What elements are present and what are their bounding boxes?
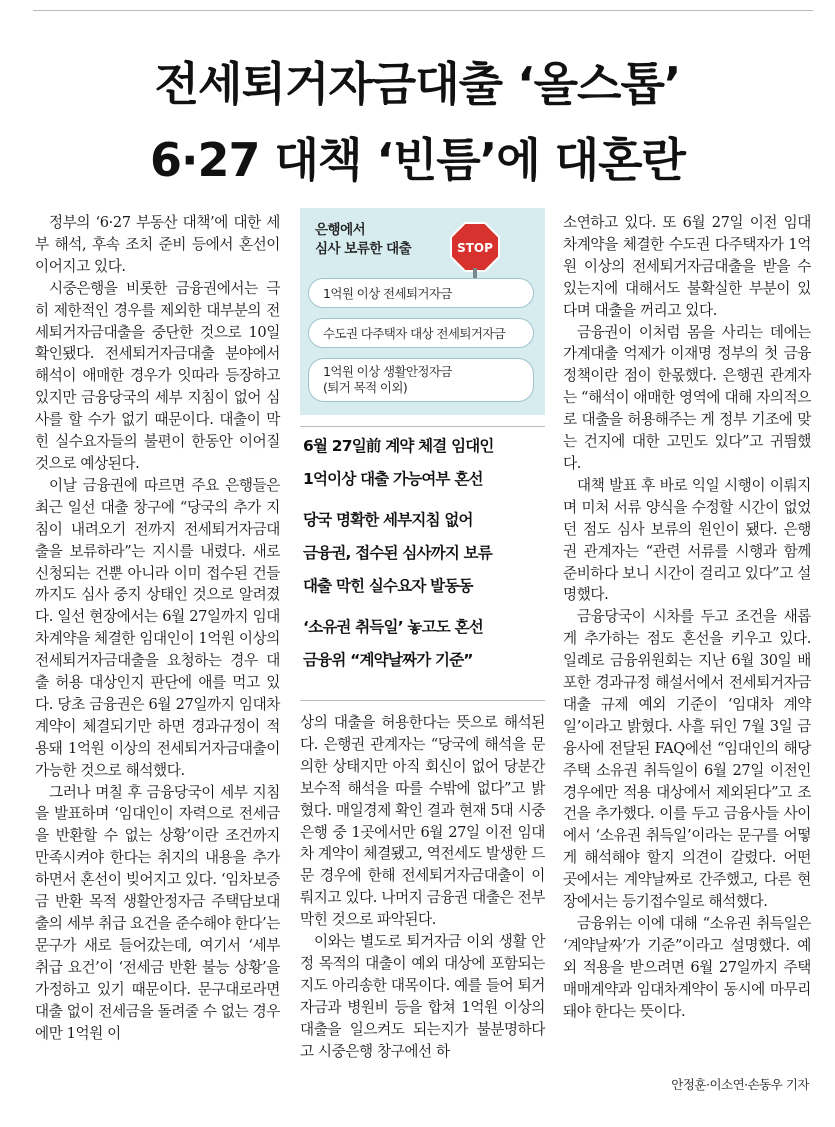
- infographic-item-line1: 1억원 이상 생활안정자금: [323, 364, 452, 379]
- headline-line2: 6·27 대책 ‘빈틈’에 대혼란: [150, 133, 685, 187]
- paragraph: 시중은행을 비롯한 금융권에서는 극히 제한적인 경우를 제외한 대부분의 전세퇴거자금대출을 중단한 것으로 10일 확인됐다. 전세퇴거자금대출 분야에서 해석이 애매한 경우가 잇따라 등장하고 있지만 금융당국의 세부 지침이 없어 심사를 할 수가 없기 때문이다. 대출이 막힌 실수요자들의 불편이 한동안 이어질 것으로 예상된다.: [35, 279, 280, 472]
- subhead: 6월 27일前 계약 체결 임대인: [303, 437, 494, 455]
- paragraph: 이날 금융권에 따르면 주요 은행들은 최근 일선 대출 창구에 “당국의 추가 지침이 내려오기 전까지 전세퇴거자금대출을 보류하라”는 지시를 내렸다. 새로 신청되는 건뿐 아니라 이미 접수된 건들까지도 심사 중지 상태인 것으로 알려졌다. 일선 현장에서는 6월 27일까지 임대차계약을 체결한 임대인이 1억원 이상의 전세퇴거자금대출을 요청하는 경우 대출 허용 대상인지 판단에 애를 먹고 있다. 당초 금융권은 6월 27일까지 임대차계약이 체결되기만 하면 경과규정이 적용돼 1억원 이상의 전세퇴거자금대출이 가능한 것으로 해석했다.: [35, 476, 281, 779]
- infographic-title: [315, 221, 411, 259]
- article-column-2: [300, 712, 545, 1063]
- article-column-1: [35, 212, 280, 1044]
- top-rule: [33, 10, 813, 11]
- infographic-item: [308, 358, 534, 402]
- article-column-3: [563, 212, 811, 1023]
- paragraph: 그러나 며칠 후 금융당국이 세부 지침을 발표하며 ‘임대인이 자력으로 전세금을 반환할 수 없는 상황’이란 조건까지 만족시켜야 한다는 취지의 내용을 추가하면서 혼선이 빚어지고 있다. ‘임차보증금 반환 목적 생활안정자금 주택담보대출의 세부 취급 요건을 준수해야 한다’는 문구가 새로 들어갔는데, 여기서 ‘세부 취급 요건’이 ‘전세금 반환 불능 상황’을 가정하고 있기 때문이다. 문구대로라면 대출 없이 전세금을 돌려줄 수 없는 경우에만 1억원 이: [35, 783, 280, 1042]
- subhead: 당국 명확한 세부지침 없어: [303, 511, 473, 529]
- byline: 안정훈·이소연·손동우 기자: [671, 1077, 809, 1092]
- paragraph: 이와는 별도로 퇴거자금 이외 생활 안정 목적의 대출이 예외 대상에 포함되는지도 아리송한 대목이다. 예를 들어 퇴거자금과 병원비 등을 합쳐 1억원 이상의 대출을 일으켜도 되는지가 불분명하다고 시중은행 창구에선 하: [300, 933, 545, 1060]
- infographic-item: 1억원 이상 전세퇴거자금: [308, 278, 534, 308]
- paragraph: 금융당국이 시차를 두고 조건을 새롭게 추가하는 점도 혼선을 키우고 있다. 일례로 금융위원회는 지난 6월 30일 배포한 경과규정 해설서에서 전세퇴거자금대출 규제 예외 기준이 ‘임대차 계약일’이라고 밝혔다. 사흘 뒤인 7월 3일 금융사에 전달된 FAQ에선 “임대인의 해당 주택 소유권 취득일이 6월 27일 이전인 경우에만 적용 대상에서 제외된다”고 조건을 추가했다. 이를 두고 금융사들 사이에서 ‘소유권 취득일’이라는 문구를 어떻게 해석해야 할지 의견이 갈렸다. 어떤 곳에서는 계약날짜로 간주했고, 다른 현장에서는 등기접수일로 해석했다.: [563, 608, 811, 911]
- infographic-title-line2: 심사 보류한 대출: [315, 241, 412, 257]
- infographic-item-line2: (퇴거 목적 이외): [323, 380, 408, 395]
- subheads-block: [303, 430, 548, 677]
- paragraph: 정부의 ‘6·27 부동산 대책’에 대한 세부 해석, 후속 조치 준비 등에서 혼선이 이어지고 있다.: [35, 214, 280, 275]
- stop-sign-icon: [450, 222, 500, 272]
- subhead: 금융위 “계약날짜가 기준”: [303, 651, 473, 669]
- subhead: 1억이상 대출 가능여부 혼선: [303, 470, 483, 488]
- paragraph: 금융권이 이처럼 몸을 사리는 데에는 가계대출 억제가 이재명 정부의 첫 금융 정책이란 점이 한몫했다. 은행권 관계자는 “해석이 애매한 영역에 대해 자의적으로 대출을 허용해주는 게 정부 기조에 맞는 건지에 대한 고민도 있다”고 귀띔했다.: [563, 323, 811, 472]
- subhead: 대출 막힌 실수요자 발동동: [303, 577, 473, 595]
- subheads-rule-top: [300, 426, 545, 427]
- stop-sign-text: STOP: [457, 241, 493, 255]
- headline-line1: 전세퇴거자금대출 ‘올스톱’: [154, 57, 681, 111]
- subhead: ‘소유권 취득일’ 놓고도 혼선: [303, 618, 483, 636]
- paragraph: 대책 발표 후 바로 익일 시행이 이뤄지며 미처 서류 양식을 수정할 시간이 없었던 점도 심사 보류의 원인이 됐다. 은행권 관계자는 “관련 서류를 시행과 함께 준비하다 보니 시간이 걸리고 있다”고 설명했다.: [563, 476, 811, 604]
- infographic-title-line1: 은행에서: [315, 222, 366, 238]
- infographic-item: 수도권 다주택자 대상 전세퇴거자금: [308, 318, 534, 348]
- paragraph: 상의 대출을 허용한다는 뜻으로 해석된다. 은행권 관계자는 “당국에 해석을 문의한 상태지만 아직 회신이 없어 당분간 보수적 해석을 따를 수밖에 없다”고 밝혔다. 매일경제 확인 결과 현재 5대 시중은행 중 1곳에서만 6월 27일 이전 임대차 계약이 체결됐고, 역전세도 발생한 드문 경우에 한해 전세퇴거자금대출이 이뤄지고 있다. 나머지 금융권 대출은 전부 막힌 것으로 파악된다.: [300, 714, 545, 929]
- paragraph: 소연하고 있다. 또 6월 27일 이전 임대차계약을 체결한 수도권 다주택자가 1억원 이상의 전세퇴거자금대출을 받을 수 있는지에 대해서도 불확실한 부분이 있다며 대출을 꺼리고 있다.: [563, 214, 811, 319]
- infographic-box: [300, 208, 545, 415]
- subhead: 금융권, 접수된 심사까지 보류: [303, 544, 492, 562]
- subheads-rule-bottom: [300, 700, 545, 701]
- paragraph: 금융위는 이에 대해 “소유권 취득일은 ‘계약날짜’가 기준”이라고 설명했다. 예외 적용을 받으려면 6월 27일까지 주택 매매계약과 임대차계약이 동시에 마무리돼야 한다는 뜻이다.: [563, 915, 811, 1020]
